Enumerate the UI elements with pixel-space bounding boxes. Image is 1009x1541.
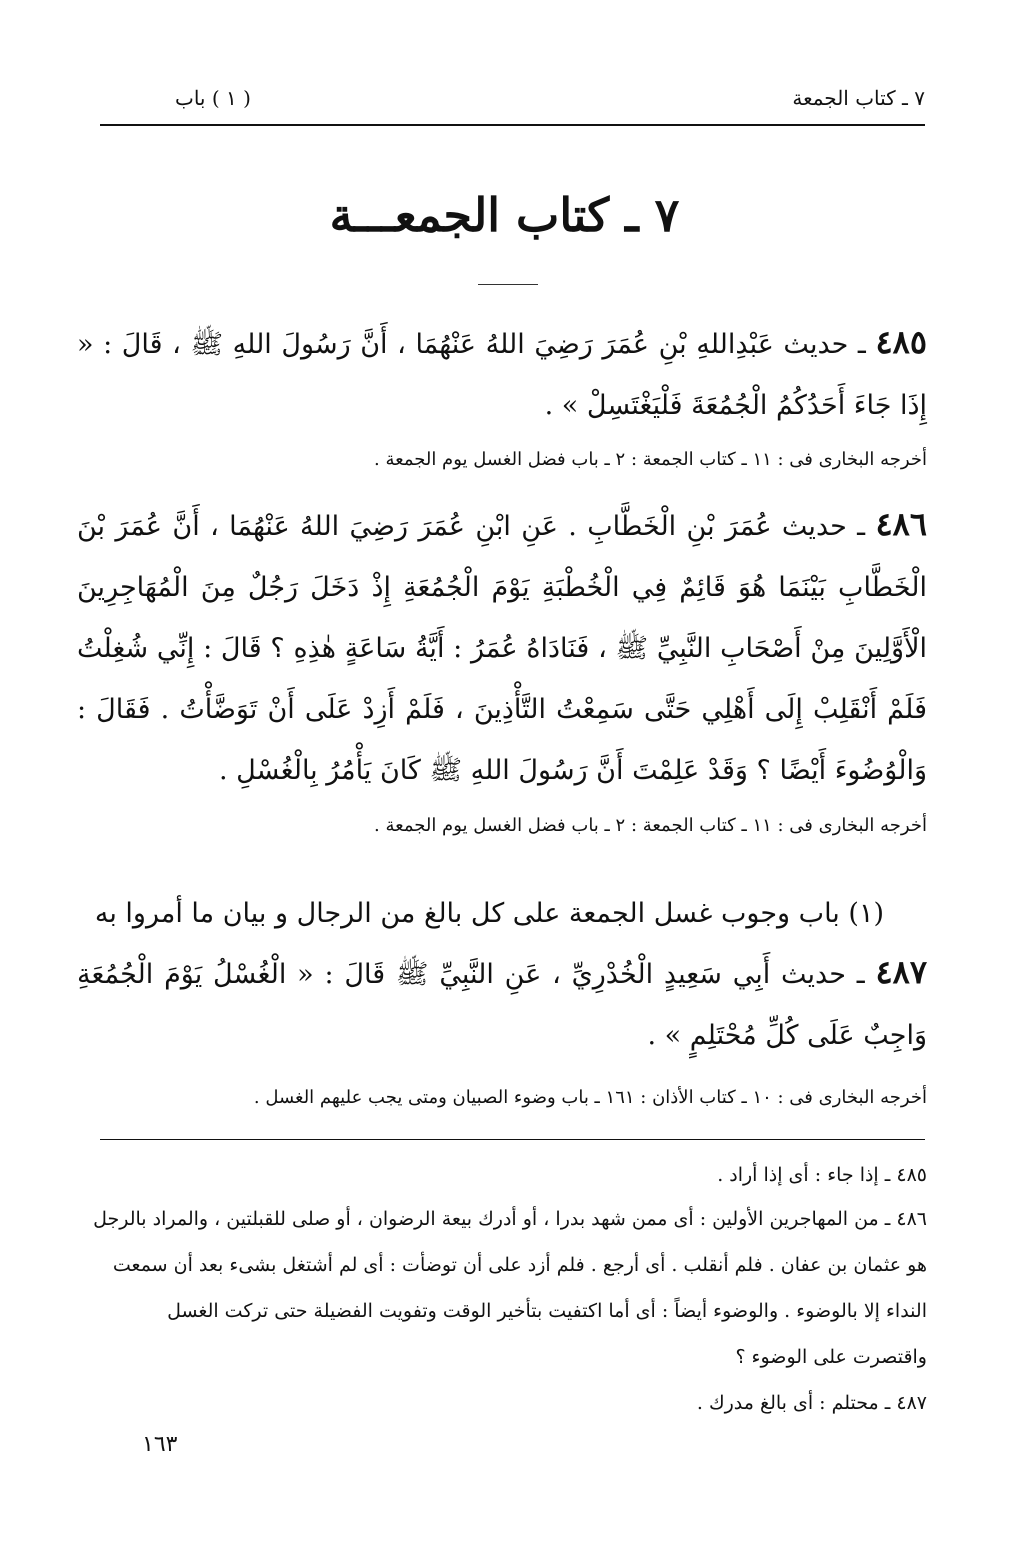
footnote-487: ٤٨٧ ـ محتلم : أى بالغ مدرك . <box>696 1392 927 1414</box>
hadith-source: أخرجه البخارى فى : ١١ ـ كتاب الجمعة : ٢ ـ باب فضل الغسل يوم الجمعة . <box>374 815 927 836</box>
hadith-text: ـ حديث عُمَرَ بْنِ الْخَطَّابِ . عَنِ ابْنِ عُمَرَ رَضِيَ اللهُ عَنْهُمَا ، أَنَّ عُمَرَ بْنَ الْخَطَّابِ بَيْنَمَا هُوَ قَائِمٌ فِي الْخُطْبَةِ يَوْمَ الْجُمُعَةِ إِذْ دَخَلَ رَجُلٌ مِنَ الْمُهَاجِرِينَ الْأَوَّلِينَ مِنْ أَصْحَابِ النَّبِيِّ ﷺ ، فَنَادَاهُ عُمَرُ : أَيَّةُ سَاعَةٍ هٰذِهِ ؟ قَالَ : إِنِّي شُغِلْتُ فَلَمْ أَنْقَلِبْ إِلَى أَهْلِي حَتَّى سَمِعْتُ التَّأْذِينَ ، فَلَمْ أَزِدْ عَلَى أَنْ تَوَضَّأْتُ . فَقَالَ : وَالْوُضُوءَ أَيْضًا ؟ وَقَدْ عَلِمْتَ أَنَّ رَسُولَ اللهِ ﷺ كَانَ يَأْمُرُ بِالْغُسْلِ . <box>77 511 927 786</box>
running-header <box>100 86 925 126</box>
header-book-title: ٧ ـ كتاب الجمعة <box>792 86 925 110</box>
hadith-number: ٤٨٧ <box>875 953 927 991</box>
hadith-487 <box>77 942 927 1066</box>
footnote-485: ٤٨٥ ـ إذا جاء : أى إذا أراد . <box>717 1164 927 1186</box>
hadith-text: ـ حديث عَبْدِاللهِ بْنِ عُمَرَ رَضِيَ اللهُ عَنْهُمَا ، أَنَّ رَسُولَ اللهِ ﷺ ، قَالَ : « إِذَا جَاءَ أَحَدُكُمُ الْجُمُعَةَ فَلْيَغْتَسِلْ » . <box>77 329 927 421</box>
hadith-485 <box>77 312 927 436</box>
hadith-text: ـ حديث أَبِي سَعِيدٍ الْخُدْرِيِّ ، عَنِ النَّبِيِّ ﷺ قَالَ : « الْغُسْلُ يَوْمَ الْجُمُعَةِ وَاجِبٌ عَلَى كُلِّ مُحْتَلِمٍ » . <box>77 959 927 1051</box>
chapter-heading: (١) باب وجوب غسل الجمعة على كل بالغ من الرجال و بيان ما أمروا به <box>94 898 884 929</box>
hadith-source: أخرجه البخارى فى : ١١ ـ كتاب الجمعة : ٢ ـ باب فضل الغسل يوم الجمعة . <box>374 449 927 470</box>
title-divider <box>478 284 538 285</box>
header-chapter: ( ١ ) باب <box>175 86 251 110</box>
footnote-486: ٤٨٦ ـ من المهاجرين الأولين : أى ممن شهد بدرا ، أو أدرك بيعة الرضوان ، أو صلى للقبلتين ، والمراد بالرجل هو عثمان بن عفان . فلم أنقلب . أى أرجع . فلم أزد على أن توضأت : أى لم أشتغل بشىء بعد أن سمعت النداء إلا بالوضوء . والوضوء أيضاً : أى أما اكتفيت بتأخير الوقت وتفويت الفضيلة حتى تركت الغسل واقتصرت على الوضوء ؟ <box>93 1208 927 1368</box>
footnotes-rule <box>100 1139 925 1140</box>
hadith-source: أخرجه البخارى فى : ١٠ ـ كتاب الأذان : ١٦١ ـ باب وضوء الصبيان ومتى يجب عليهم الغسل . <box>253 1087 927 1108</box>
book-title: ٧ ـ كتاب الجمعـــة <box>329 188 680 242</box>
hadith-number: ٤٨٥ <box>875 323 928 361</box>
hadith-486 <box>77 494 927 801</box>
page-number: ١٦٣ <box>142 1432 178 1457</box>
hadith-number: ٤٨٦ <box>875 505 927 543</box>
header-rule <box>100 124 925 126</box>
